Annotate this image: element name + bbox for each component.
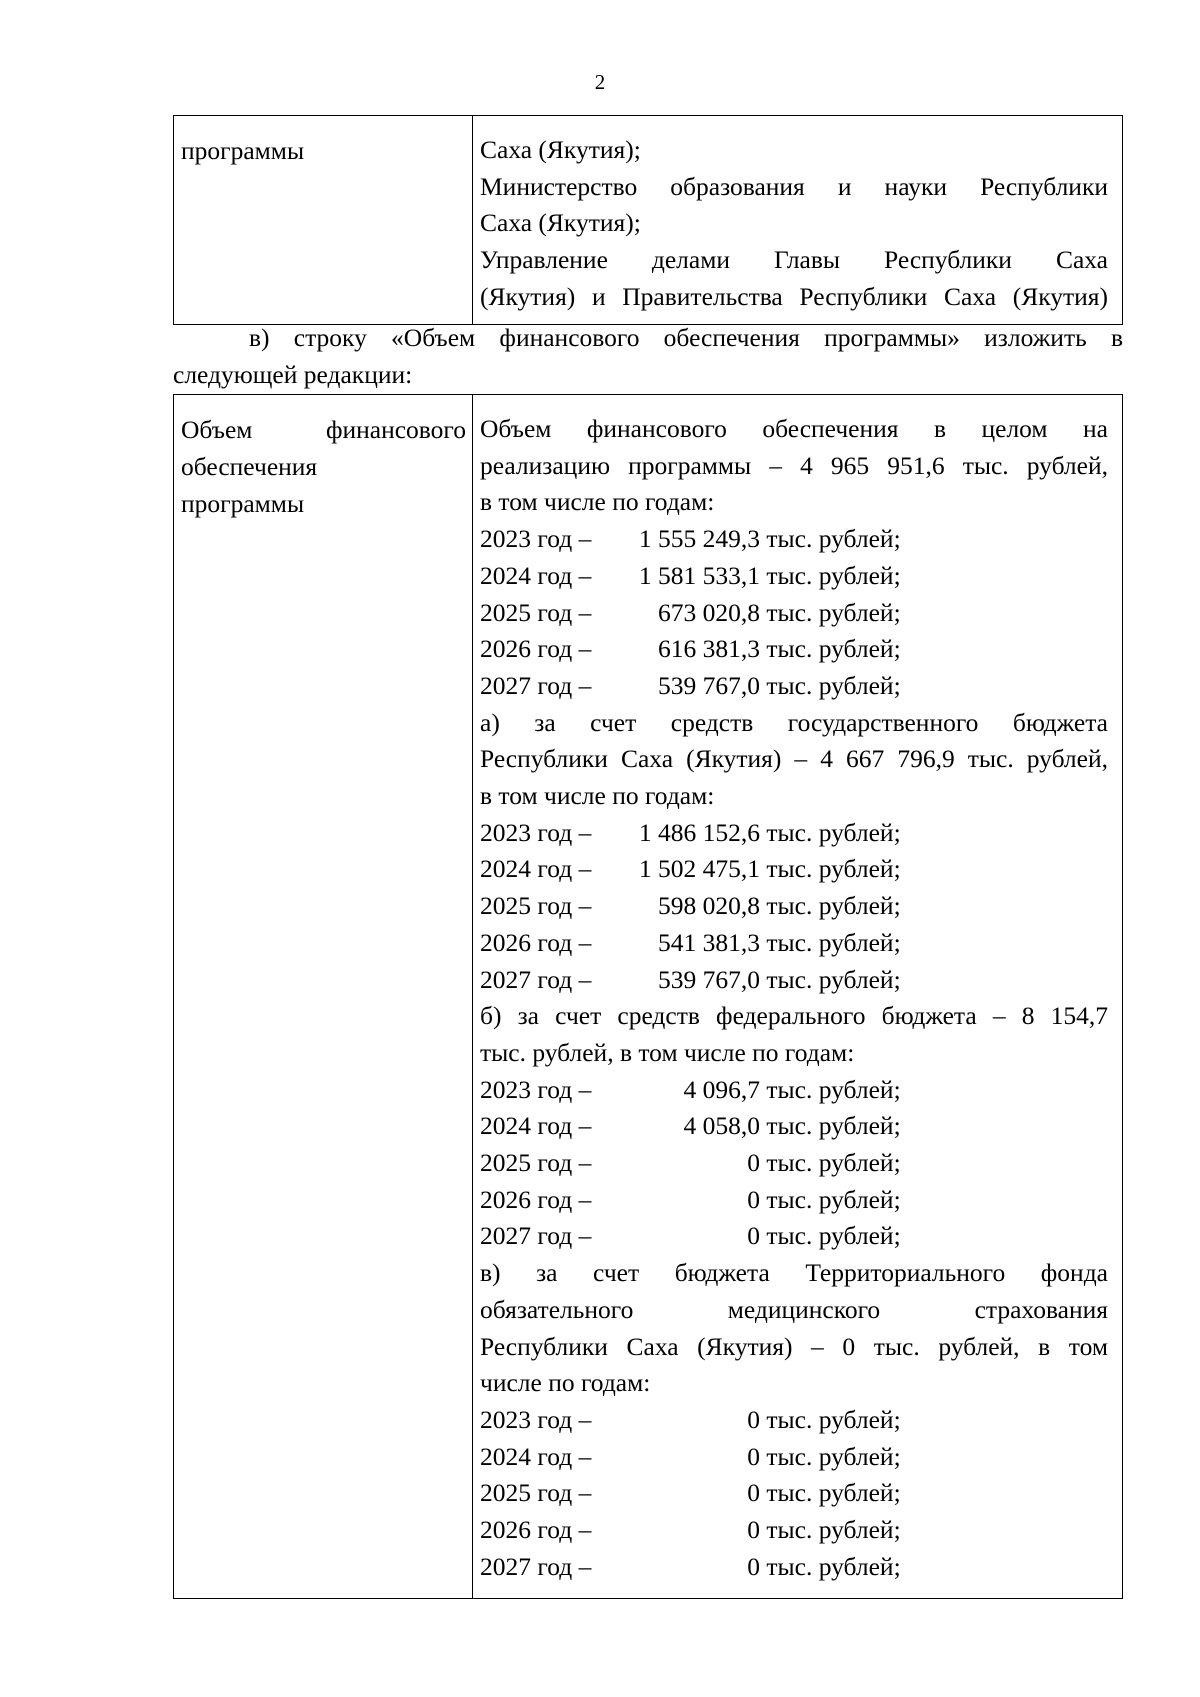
value-line: Управление делами Главы Республики Саха — [480, 245, 1108, 275]
financing-text-line: в) за счет бюджета Территориального фонда — [480, 1258, 1108, 1288]
year-label: 2023 год – — [480, 524, 592, 554]
year-amount-line — [480, 558, 1108, 595]
financing-text-line: обязательного медицинского страхования — [480, 1294, 1108, 1324]
amount-value: 4 058,0 — [683, 1111, 760, 1141]
amount-value: 541 381,3 — [658, 927, 760, 957]
year-label: 2023 год – — [480, 1404, 592, 1434]
amount-unit: тыс. рублей; — [760, 927, 901, 957]
year-label: 2023 год – — [480, 817, 592, 847]
year-amount-line — [480, 1402, 1108, 1439]
financing-text-line: в том числе по годам: — [480, 487, 715, 517]
year-amount-line — [480, 925, 1108, 962]
year-label: 2026 год – — [480, 634, 592, 664]
amount-value: 0 — [747, 1184, 760, 1214]
row-label-line: программы — [181, 489, 305, 518]
table-row — [174, 116, 1123, 325]
amount-value: 1 581 533,1 — [638, 560, 760, 590]
year-amount-line — [480, 1182, 1108, 1219]
financing-text-line: тыс. рублей, в том числе по годам: — [480, 1037, 855, 1067]
year-amount-line — [480, 815, 1108, 852]
amount-value: 0 — [747, 1221, 760, 1251]
amount-value: 1 502 475,1 — [638, 854, 760, 884]
year-label: 2024 год – — [480, 854, 592, 884]
year-amount-line — [480, 521, 1108, 558]
amount-unit: тыс. рублей; — [760, 964, 901, 994]
row-label-cell — [174, 116, 473, 325]
year-amount-line — [480, 1218, 1108, 1255]
amount-unit: тыс. рублей; — [760, 1221, 901, 1251]
row-label-line: обеспечения — [181, 452, 318, 481]
amount-unit: тыс. рублей; — [760, 524, 901, 554]
year-amount-line — [480, 851, 1108, 888]
amount-value: 539 767,0 — [658, 670, 760, 700]
amount-value: 1 555 249,3 — [638, 524, 760, 554]
amount-unit: тыс. рублей; — [760, 1074, 901, 1104]
amount-value: 673 020,8 — [658, 597, 760, 627]
year-amount-line — [480, 962, 1108, 999]
year-label: 2026 год – — [480, 927, 592, 957]
financing-text-line: в том числе по годам: — [480, 781, 715, 811]
page-number: 2 — [594, 70, 606, 94]
value-line: Министерство образования и науки Республики — [480, 171, 1108, 201]
year-amount-line — [480, 595, 1108, 632]
amount-unit: тыс. рублей; — [760, 597, 901, 627]
amount-unit: тыс. рублей; — [760, 634, 901, 664]
year-amount-line — [480, 888, 1108, 925]
row-label-line: Объем финансового — [181, 415, 466, 444]
amount-unit: тыс. рублей; — [760, 670, 901, 700]
year-label: 2025 год – — [480, 1148, 592, 1178]
year-amount-line — [480, 1512, 1108, 1549]
table-row — [174, 395, 1123, 1599]
amount-value: 539 767,0 — [658, 964, 760, 994]
intro-line: в) строку «Объем финансового обеспечения программы» изложить в — [249, 323, 1123, 352]
amount-unit: тыс. рублей; — [760, 560, 901, 590]
year-amount-line — [480, 1439, 1108, 1476]
amount-value: 0 — [747, 1551, 760, 1581]
amount-value: 4 096,7 — [683, 1074, 760, 1104]
financing-text-line: б) за счет средств федерального бюджета – 8 154,7 — [480, 1001, 1108, 1031]
year-label: 2026 год – — [480, 1184, 592, 1214]
amount-unit: тыс. рублей; — [760, 1515, 901, 1545]
year-amount-line — [480, 1072, 1108, 1109]
year-label: 2027 год – — [480, 964, 592, 994]
financing-text-line: Республики Саха (Якутия) – 0 тыс. рублей, в том — [480, 1331, 1108, 1361]
value-line: Саха (Якутия); — [480, 135, 641, 164]
amount-value: 0 — [747, 1404, 760, 1434]
amount-value: 598 020,8 — [658, 891, 760, 921]
amount-value: 0 — [747, 1441, 760, 1471]
amount-unit: тыс. рублей; — [760, 1441, 901, 1471]
year-label: 2025 год – — [480, 1478, 592, 1508]
value-line: (Якутия) и Правительства Республики Саха (Якутия) — [480, 281, 1108, 311]
year-label: 2025 год – — [480, 597, 592, 627]
amount-unit: тыс. рублей; — [760, 1184, 901, 1214]
amount-unit: тыс. рублей; — [760, 1148, 901, 1178]
year-amount-line — [480, 631, 1108, 668]
financing-details-cell — [473, 395, 1123, 1599]
amount-value: 0 — [747, 1148, 760, 1178]
financing-text-line: реализацию программы – 4 965 951,6 тыс. рублей, — [480, 450, 1108, 480]
amount-value: 0 — [747, 1515, 760, 1545]
year-label: 2027 год – — [480, 1551, 592, 1581]
year-label: 2023 год – — [480, 1074, 592, 1104]
amount-value: 0 — [747, 1478, 760, 1508]
amount-unit: тыс. рублей; — [760, 1551, 901, 1581]
year-label: 2027 год – — [480, 670, 592, 700]
amount-value: 1 486 152,6 — [638, 817, 760, 847]
amount-unit: тыс. рублей; — [760, 1111, 901, 1141]
financing-text-line: а) за счет средств государственного бюджета — [480, 707, 1108, 737]
amendment-intro-paragraph — [173, 320, 1123, 393]
year-label: 2027 год – — [480, 1221, 592, 1251]
amount-unit: тыс. рублей; — [760, 1404, 901, 1434]
financing-text-line: Республики Саха (Якутия) – 4 667 796,9 тыс. рублей, — [480, 744, 1108, 774]
row-label-line: программы — [181, 136, 305, 165]
year-label: 2025 год – — [480, 891, 592, 921]
row-label-cell — [174, 395, 473, 1599]
financing-text-line: Объем финансового обеспечения в целом на — [480, 414, 1108, 443]
year-label: 2024 год – — [480, 560, 592, 590]
year-amount-line — [480, 1475, 1108, 1512]
year-amount-line — [480, 1145, 1108, 1182]
row-value-cell — [473, 116, 1123, 325]
year-label: 2024 год – — [480, 1441, 592, 1471]
amount-unit: тыс. рублей; — [760, 1478, 901, 1508]
year-label: 2024 год – — [480, 1111, 592, 1141]
year-amount-line — [480, 668, 1108, 705]
amount-unit: тыс. рублей; — [760, 854, 901, 884]
amount-unit: тыс. рублей; — [760, 891, 901, 921]
value-line: Саха (Якутия); — [480, 208, 641, 238]
program-info-table-continued — [173, 115, 1123, 325]
year-amount-line — [480, 1108, 1108, 1145]
year-label: 2026 год – — [480, 1515, 592, 1545]
intro-line: следующей редакции: — [173, 359, 413, 389]
financing-text-line: числе по годам: — [480, 1368, 651, 1398]
amount-unit: тыс. рублей; — [760, 817, 901, 847]
year-amount-line — [480, 1549, 1108, 1586]
financing-volume-table — [173, 394, 1123, 1599]
amount-value: 616 381,3 — [658, 634, 760, 664]
